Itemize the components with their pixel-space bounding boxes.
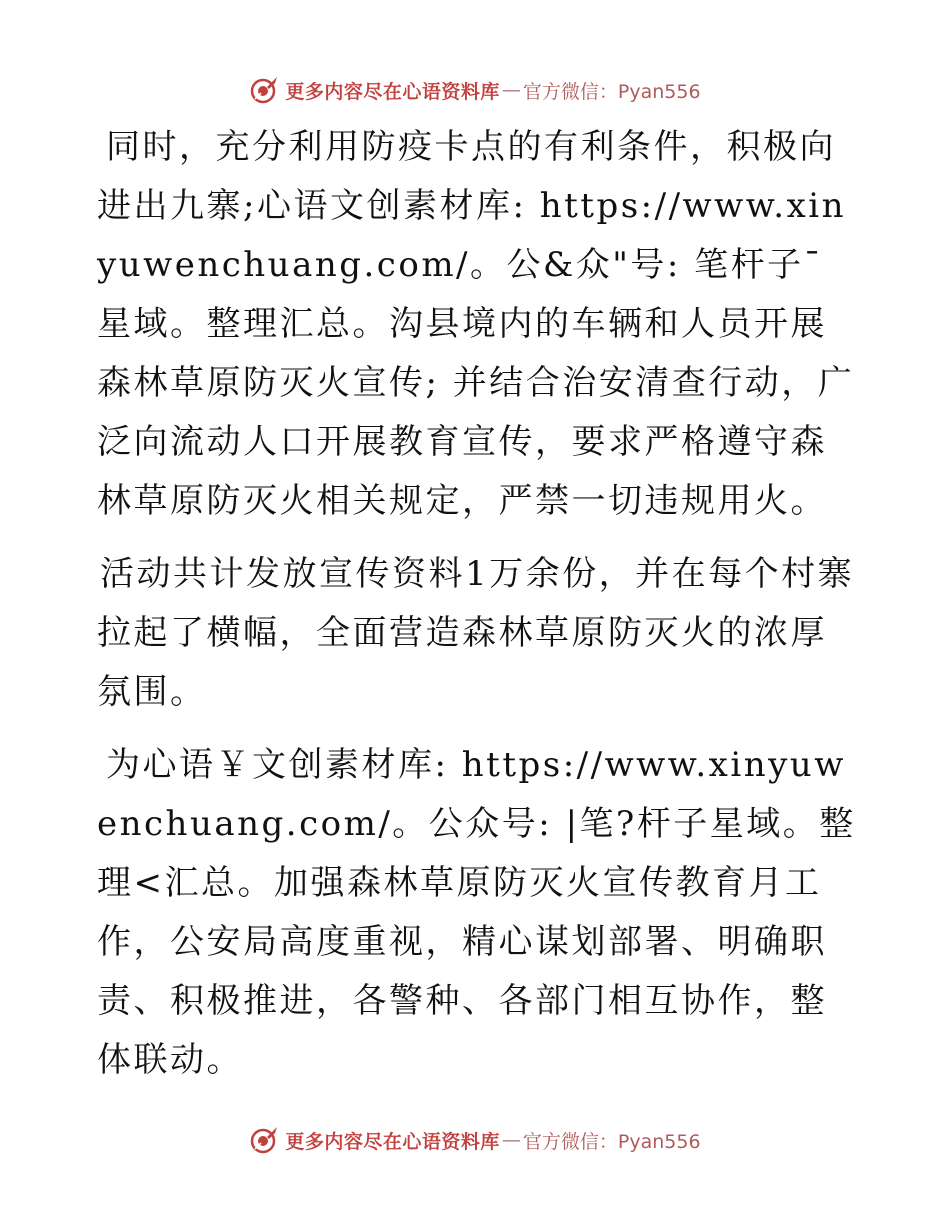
quill-logo-icon [249, 1125, 279, 1155]
banner-title: 更多内容尽在心语资料库 [285, 80, 500, 103]
document-body [97, 118, 857, 1104]
banner-separator: — [501, 1129, 521, 1151]
banner-title: 更多内容尽在心语资料库 [285, 1130, 500, 1153]
banner-wechat: 官方微信：Pyan556 [522, 80, 701, 103]
banner-separator: — [501, 79, 521, 101]
paragraph-2: 活动共计发放宣传资料1万余份，并在每个村寨拉起了横幅，全面营造森林草原防灭火的浓厚氛围。 [97, 554, 855, 712]
footer-banner [0, 1120, 950, 1160]
header-banner [0, 70, 950, 110]
banner-wechat: 官方微信：Pyan556 [522, 1130, 701, 1153]
quill-logo-icon [249, 75, 279, 105]
paragraph-1: 同时，充分利用防疫卡点的有利条件，积极向进出九寨;心语文创素材库: https://www.xinyuwenchuang.com/。公&众"号: 笔杆子¯星域。整理汇总。沟县境内的车辆和人员开展森林草原防灭火宣传; 并结合治安清查行动，广泛向流动人口开展教育宣传，要求严格遵守森林草原防灭火相关规定，严禁一切违规用火。 [97, 127, 855, 521]
paragraph-3: 为心语￥文创素材库: https://www.xinyuwenchuang.com/。公众号: |笔?杆子星域。整理<汇总。加强森林草原防灭火宣传教育月工作，公安局高度重视，精心谋划部署、明确职责、积极推进，各警种、各部门相互协作，整体联动。 [97, 745, 856, 1080]
